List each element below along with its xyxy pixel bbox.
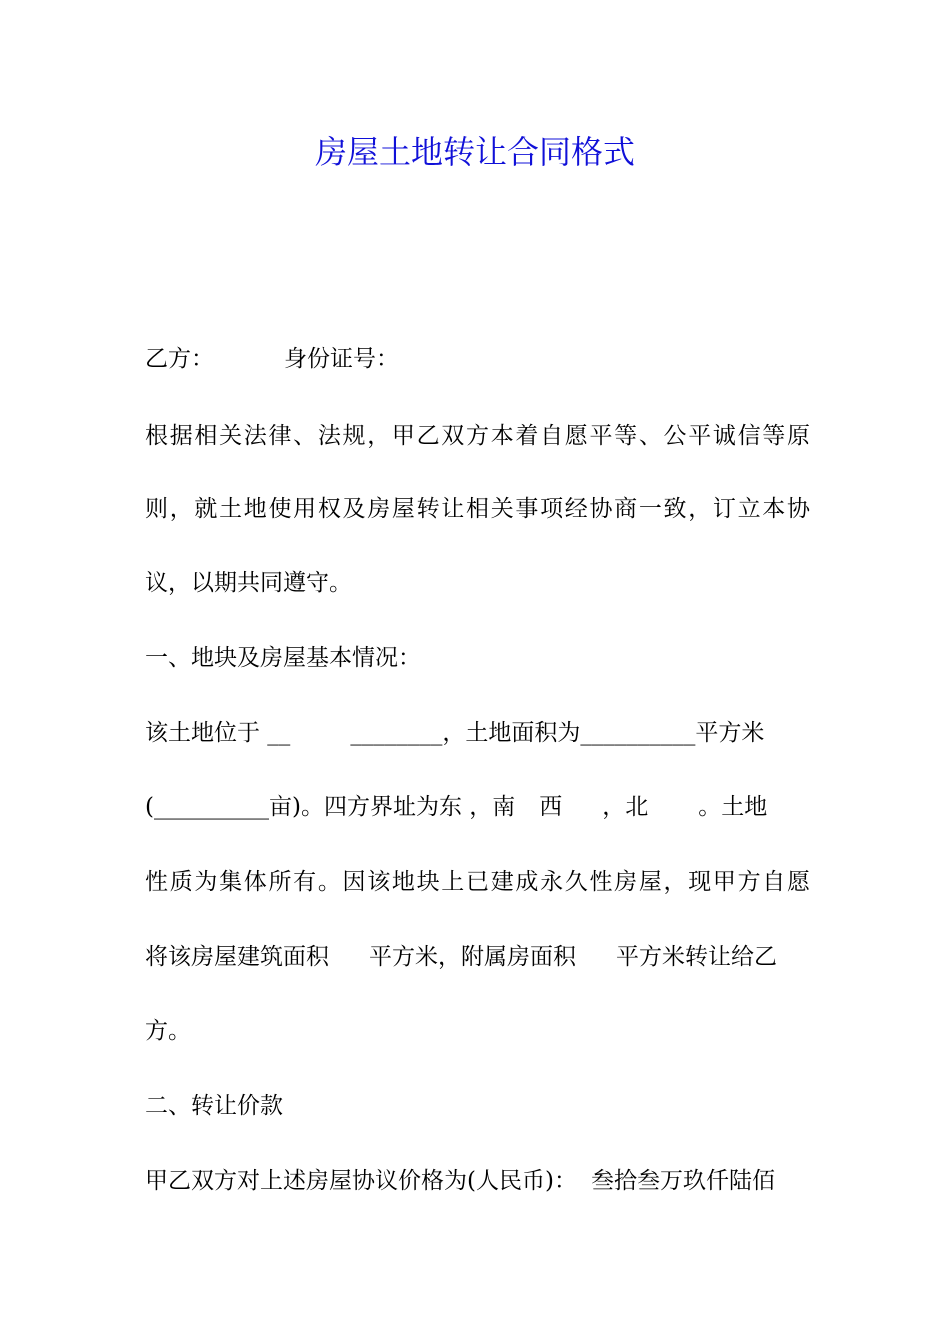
- intro-line-1: 根据相关法律、法规，甲乙双方本着自愿平等、公平诚信等原: [145, 423, 810, 449]
- intro-line-2: 则，就土地使用权及房屋转让相关事项经协商一致，订立本协: [145, 496, 810, 522]
- price-line: [145, 1163, 810, 1199]
- boundary-north: ，北: [602, 794, 649, 820]
- land-area-text: ________，土地面积为__________平方米: [350, 720, 765, 746]
- land-location-text: 该土地位于 __: [145, 720, 291, 746]
- party-b-end-line: 方。: [145, 1018, 191, 1044]
- building-area-line: [145, 939, 810, 975]
- land-location-line: [145, 715, 810, 751]
- id-number-label: 身份证号：: [284, 346, 399, 372]
- section-1-heading: 一、地块及房屋基本情况：: [145, 645, 421, 671]
- boundary-line: [145, 789, 810, 825]
- intro-line-3: 议，以期共同遵守。: [145, 570, 352, 596]
- annex-area-text: 平方米，附属房面积: [369, 944, 576, 970]
- document-title: 房屋土地转让合同格式: [314, 133, 635, 171]
- land-nature-line: 性质为集体所有。因该地块上已建成永久性房屋，现甲方自愿: [145, 869, 810, 895]
- section-2-heading: 二、转让价款: [145, 1093, 283, 1119]
- boundary-west: 西: [539, 794, 563, 820]
- party-b-label: 乙方：: [145, 346, 214, 372]
- price-label: 甲乙双方对上述房屋协议价格为(人民币)：: [145, 1168, 577, 1194]
- party-line: [145, 341, 810, 377]
- price-amount: 叁拾叁万玖仟陆佰: [590, 1168, 775, 1194]
- boundary-east-south: (__________亩)。四方界址为东 ，南: [145, 794, 516, 820]
- building-area-text: 将该房屋建筑面积: [145, 944, 329, 970]
- transfer-to-text: 平方米转让给乙: [616, 944, 777, 970]
- boundary-end: 。土地: [698, 794, 768, 820]
